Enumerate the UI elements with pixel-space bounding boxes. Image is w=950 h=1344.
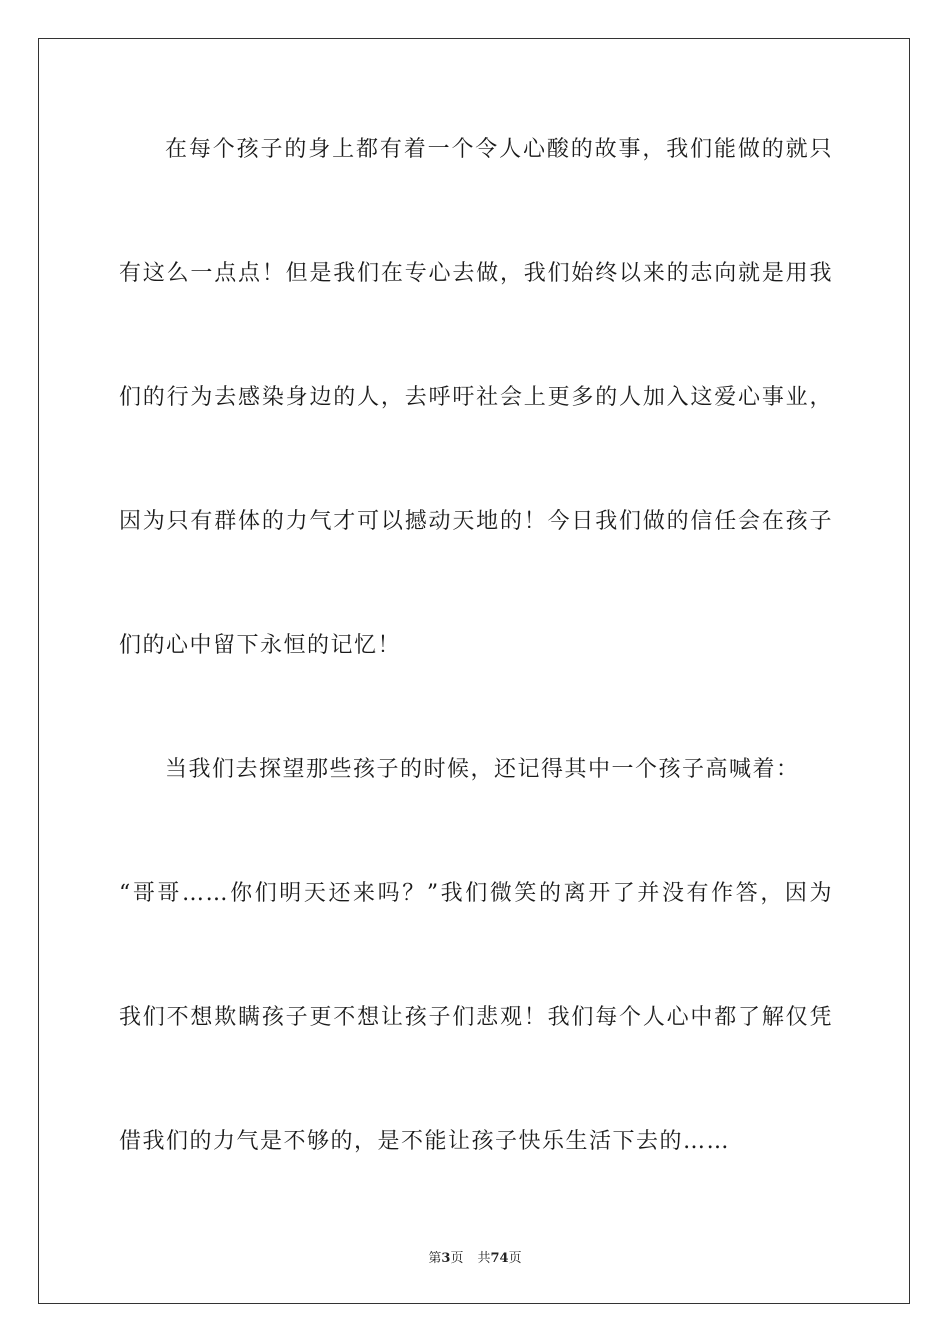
page-frame [38,38,910,1304]
paragraph-1-line-4: 因为只有群体的力气才可以撼动天地的！今日我们做的信任会在孩子 [119,509,833,534]
paragraph-2-line-2: “哥哥……你们明天还来吗？”我们微笑的离开了并没有作答，因为 [119,881,833,906]
page-suffix: 页 [450,1251,464,1266]
paragraph-1-line-1: 在每个孩子的身上都有着一个令人心酸的故事，我们能做的就只 [165,137,833,162]
page-prefix: 第 [428,1251,442,1266]
paragraph-2-line-1: 当我们去探望那些孩子的时候，还记得其中一个孩子高喊着： [165,757,800,782]
paragraph-1-line-2: 有这么一点点！但是我们在专心去做，我们始终以来的志向就是用我 [119,261,833,286]
total-prefix: 共 [477,1251,491,1266]
page-footer [39,1247,911,1266]
paragraph-1-line-3: 们的行为去感染身边的人，去呼吁社会上更多的人加入这爱心事业， [119,385,833,410]
paragraph-1-line-5: 们的心中留下永恒的记忆！ [119,633,402,658]
page-number: 3 [441,1251,451,1266]
paragraph-2-line-4: 借我们的力气是不够的，是不能让孩子快乐生活下去的…… [119,1129,731,1154]
total-pages: 74 [490,1251,509,1266]
total-suffix: 页 [508,1251,522,1266]
paragraph-2-line-3: 我们不想欺瞒孩子更不想让孩子们悲观！我们每个人心中都了解仅凭 [119,1005,833,1030]
